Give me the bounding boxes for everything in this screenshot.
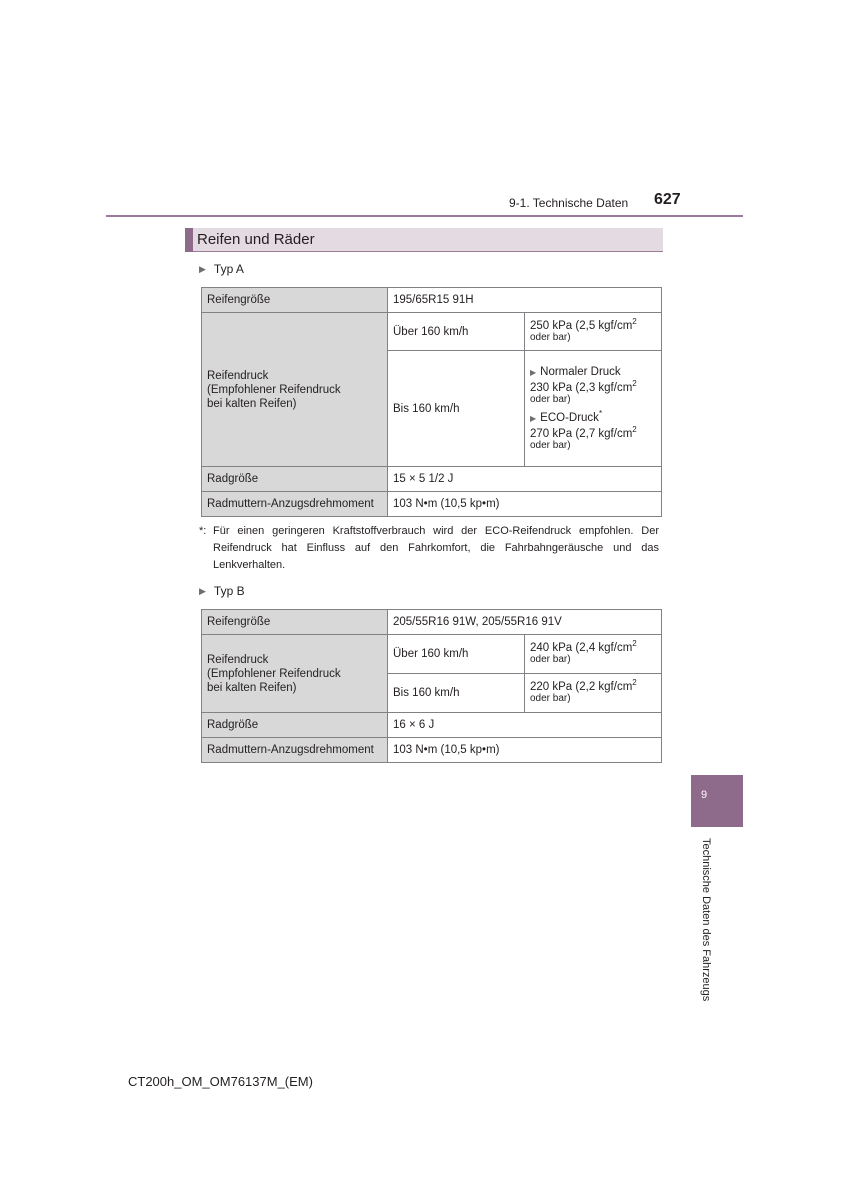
asterisk: * [598, 408, 603, 418]
type-a-bullet [199, 262, 244, 276]
pressure-label-line: bei kalten Reifen) [207, 397, 297, 410]
table-row [202, 492, 662, 517]
eco-pressure-label: ECO-Druck [540, 411, 599, 424]
pressure-label-line: Reifendruck [207, 369, 269, 382]
triangle-bullet-icon: ▶ [199, 586, 206, 596]
pressure-text: 230 kPa (2,3 kgf/cm [530, 381, 633, 394]
pressure-high-value [525, 313, 662, 351]
pressure-label-line: (Empfohlener Reifendruck [207, 383, 341, 396]
heading-accent-bar [185, 228, 193, 252]
superscript: 2 [632, 378, 637, 388]
superscript: 2 [632, 424, 637, 434]
tire-size-label: Reifengröße [202, 288, 388, 313]
running-header-section: 9-1. Technische Daten [509, 196, 629, 210]
chapter-tab [691, 775, 743, 827]
speed-low-label: Bis 160 km/h [388, 674, 525, 713]
wheel-size-value: 15 × 5 1/2 J [388, 467, 662, 492]
pressure-low-value [525, 674, 662, 713]
pressure-label-line: bei kalten Reifen) [207, 681, 297, 694]
speed-low-label: Bis 160 km/h [388, 351, 525, 467]
section-heading-title: Reifen und Räder [197, 231, 315, 248]
superscript: 2 [632, 316, 637, 326]
tire-size-value: 195/65R15 91H [388, 288, 662, 313]
table-row [202, 713, 662, 738]
type-b-bullet [199, 584, 245, 598]
type-b-label: Typ B [213, 584, 245, 598]
type-a-table [201, 287, 662, 517]
chapter-title-vertical: Technische Daten des Fahrzeugs [700, 838, 712, 1002]
normal-pressure-item [530, 366, 656, 406]
pressure-text: 250 kPa (2,5 kgf/cm [530, 319, 633, 332]
chapter-number: 9 [701, 789, 708, 801]
triangle-bullet-icon: ▶ [530, 367, 537, 377]
pressure-low-values [525, 351, 662, 467]
torque-value: 103 N•m (10,5 kp•m) [388, 492, 662, 517]
header-rule [106, 215, 743, 217]
table-row [202, 738, 662, 763]
wheel-size-label: Radgröße [202, 467, 388, 492]
table-row [202, 313, 662, 351]
speed-high-label: Über 160 km/h [388, 313, 525, 351]
pressure-text: 240 kPa (2,4 kgf/cm [530, 642, 633, 654]
torque-value: 103 N•m (10,5 kp•m) [388, 738, 662, 763]
type-b-table [201, 609, 662, 763]
pressure-label-line: (Empfohlener Reifendruck [207, 667, 341, 680]
pressure-unit: oder bar) [530, 693, 571, 704]
pressure-unit: oder bar) [530, 654, 571, 665]
footnote [199, 523, 659, 574]
footer-document-code: CT200h_OM_OM76137M_(EM) [128, 1074, 313, 1089]
tire-size-value: 205/55R16 91W, 205/55R16 91V [388, 610, 662, 635]
table-row [202, 635, 662, 674]
table-row [202, 610, 662, 635]
table-row [202, 288, 662, 313]
torque-label: Radmuttern-Anzugsdrehmoment [202, 738, 388, 763]
table-row [202, 467, 662, 492]
pressure-text: 270 kPa (2,7 kgf/cm [530, 427, 633, 440]
page-number: 627 [654, 191, 681, 208]
pressure-text: 220 kPa (2,2 kgf/cm [530, 681, 633, 693]
triangle-bullet-icon: ▶ [530, 413, 537, 423]
footnote-mark: *: [199, 525, 207, 537]
section-heading [185, 228, 663, 252]
torque-label: Radmuttern-Anzugsdrehmoment [202, 492, 388, 517]
eco-pressure-item [530, 408, 656, 452]
speed-high-label: Über 160 km/h [388, 635, 525, 674]
pressure-unit: oder bar) [530, 393, 571, 405]
superscript: 2 [632, 678, 637, 688]
pressure-unit: oder bar) [530, 331, 571, 343]
triangle-bullet-icon: ▶ [199, 264, 206, 274]
tire-pressure-label [202, 635, 388, 713]
wheel-size-value: 16 × 6 J [388, 713, 662, 738]
tire-size-label: Reifengröße [202, 610, 388, 635]
normal-pressure-label: Normaler Druck [540, 365, 621, 378]
type-a-label: Typ A [213, 262, 244, 276]
footnote-text: Für einen geringeren Kraftstoffverbrauch wird der ECO-Reifendruck empfohlen. Der Reifendruck hat Einfluss auf den Fahrkomfort, die Fahrbahngeräusche und das Lenkverhalten. [213, 525, 659, 571]
wheel-size-label: Radgröße [202, 713, 388, 738]
tire-pressure-label [202, 313, 388, 467]
pressure-label-line: Reifendruck [207, 653, 269, 666]
superscript: 2 [632, 639, 637, 649]
pressure-unit: oder bar) [530, 439, 571, 451]
pressure-high-value [525, 635, 662, 674]
